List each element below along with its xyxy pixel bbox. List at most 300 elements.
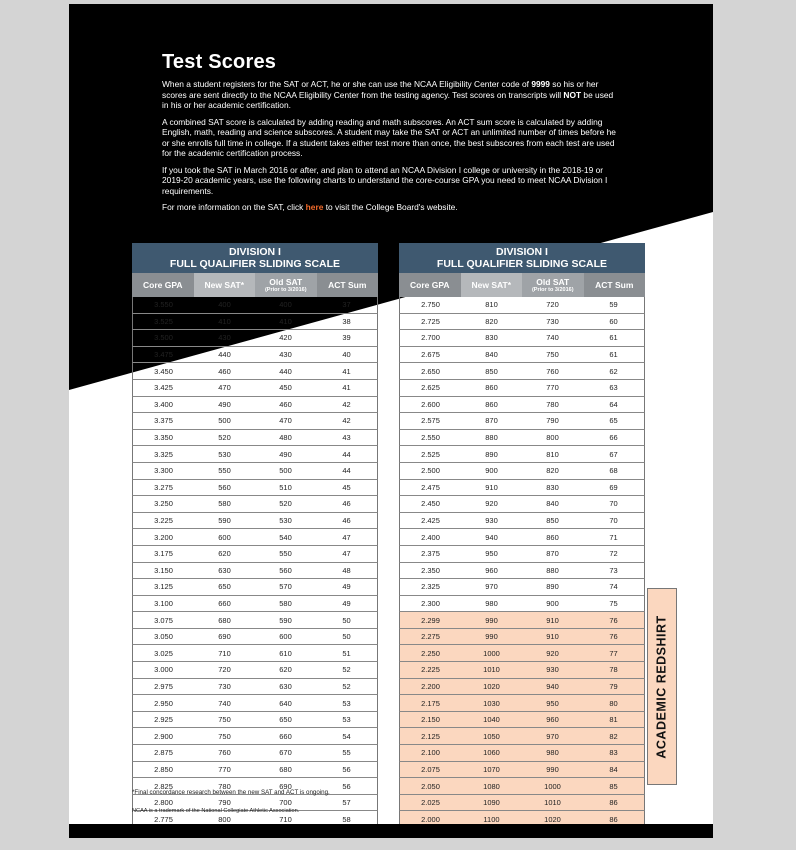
cell-new-sat: 710 <box>218 648 231 658</box>
col-new-sat: New SAT* <box>461 273 523 297</box>
cell-new-sat: 1060 <box>483 748 500 758</box>
table-row <box>132 380 378 397</box>
table-row <box>399 745 645 762</box>
cell-new-sat: 1050 <box>483 731 500 741</box>
cell-act-sum: 49 <box>342 598 351 608</box>
cell-core-gpa: 2.000 <box>421 814 440 824</box>
cell-core-gpa: 2.450 <box>421 499 440 509</box>
cell-act-sum: 47 <box>342 549 351 559</box>
cell-old-sat: 660 <box>279 731 292 741</box>
cell-act-sum: 44 <box>342 449 351 459</box>
cell-new-sat: 840 <box>485 350 498 360</box>
cell-core-gpa: 2.175 <box>421 698 440 708</box>
cell-new-sat: 440 <box>218 350 231 360</box>
table-row <box>132 579 378 596</box>
table-row <box>399 695 645 712</box>
cell-new-sat: 410 <box>218 316 231 326</box>
cell-new-sat: 960 <box>485 565 498 575</box>
cell-core-gpa: 3.150 <box>154 565 173 575</box>
cell-old-sat: 530 <box>279 516 292 526</box>
cell-core-gpa: 3.100 <box>154 598 173 608</box>
cell-core-gpa: 2.225 <box>421 665 440 675</box>
cell-core-gpa: 3.450 <box>154 366 173 376</box>
table-row <box>132 695 378 712</box>
cell-new-sat: 980 <box>485 598 498 608</box>
cell-act-sum: 50 <box>342 632 351 642</box>
table-row <box>399 762 645 779</box>
table-row <box>132 679 378 696</box>
table-body <box>132 297 378 828</box>
table-row <box>399 795 645 812</box>
cell-new-sat: 650 <box>218 582 231 592</box>
cell-new-sat: 520 <box>218 433 231 443</box>
cell-core-gpa: 3.425 <box>154 383 173 393</box>
cell-old-sat: 940 <box>546 681 559 691</box>
cell-new-sat: 1000 <box>483 648 500 658</box>
cell-act-sum: 81 <box>609 715 618 725</box>
cell-new-sat: 810 <box>485 300 498 310</box>
cell-old-sat: 650 <box>279 715 292 725</box>
cell-old-sat: 700 <box>279 798 292 808</box>
cell-act-sum: 61 <box>609 333 618 343</box>
cell-act-sum: 44 <box>342 466 351 476</box>
table-row <box>399 297 645 314</box>
college-board-link[interactable]: here <box>305 202 324 212</box>
cell-old-sat: 960 <box>546 715 559 725</box>
cell-act-sum: 42 <box>342 416 351 426</box>
footer-bar <box>69 824 713 838</box>
cell-core-gpa: 2.425 <box>421 516 440 526</box>
cell-new-sat: 1020 <box>483 681 500 691</box>
cell-core-gpa: 3.550 <box>154 300 173 310</box>
cell-act-sum: 59 <box>609 300 618 310</box>
cell-old-sat: 570 <box>279 582 292 592</box>
cell-core-gpa: 3.175 <box>154 549 173 559</box>
cell-new-sat: 950 <box>485 549 498 559</box>
cell-old-sat: 770 <box>546 383 559 393</box>
cell-new-sat: 910 <box>485 482 498 492</box>
table-row <box>399 529 645 546</box>
cell-new-sat: 460 <box>218 366 231 376</box>
document-page <box>69 4 713 838</box>
cell-new-sat: 830 <box>485 333 498 343</box>
cell-core-gpa: 2.825 <box>154 781 173 791</box>
cell-old-sat: 880 <box>546 565 559 575</box>
cell-new-sat: 770 <box>218 764 231 774</box>
intro-paragraph-3: If you took the SAT in March 2016 or after, and plan to attend an NCAA Division I college or university in the 2018-19 or 2019-20 academic years, use the following charts to understand the core-course GPA you need to meet NCAA Division I requirements. <box>162 164 608 196</box>
cell-new-sat: 550 <box>218 466 231 476</box>
cell-old-sat: 870 <box>546 549 559 559</box>
eligibility-code: 9999 <box>531 79 550 89</box>
cell-new-sat: 430 <box>218 333 231 343</box>
cell-core-gpa: 2.125 <box>421 731 440 741</box>
cell-old-sat: 490 <box>279 449 292 459</box>
cell-act-sum: 54 <box>342 731 351 741</box>
cell-new-sat: 750 <box>218 731 231 741</box>
col-core-gpa: Core GPA <box>132 273 194 297</box>
cell-old-sat: 900 <box>546 598 559 608</box>
cell-core-gpa: 3.375 <box>154 416 173 426</box>
table-row <box>132 297 378 314</box>
cell-new-sat: 920 <box>485 499 498 509</box>
col-act-sum: ACT Sum <box>584 273 646 297</box>
cell-new-sat: 740 <box>218 698 231 708</box>
cell-old-sat: 710 <box>279 814 292 824</box>
cell-act-sum: 84 <box>609 764 618 774</box>
cell-act-sum: 51 <box>342 648 351 658</box>
cell-core-gpa: 2.525 <box>421 449 440 459</box>
table-row <box>399 446 645 463</box>
cell-act-sum: 74 <box>609 582 618 592</box>
table-row <box>399 480 645 497</box>
table-row <box>399 629 645 646</box>
cell-core-gpa: 3.275 <box>154 482 173 492</box>
cell-old-sat: 640 <box>279 698 292 708</box>
cell-old-sat: 970 <box>546 731 559 741</box>
cell-core-gpa: 2.100 <box>421 748 440 758</box>
cell-old-sat: 910 <box>546 632 559 642</box>
intro-paragraph-1: When a student registers for the SAT or ACT, he or she can use the NCAA Eligibility Center code of 9999 so his or her scores are sent directly to the NCAA Eligibility Center from the testing agency. Test scores on transcripts will NOT be used in his or her academic certification. <box>162 79 614 110</box>
cell-old-sat: 910 <box>546 615 559 625</box>
table-row <box>399 728 645 745</box>
cell-new-sat: 1070 <box>483 764 500 774</box>
cell-core-gpa: 3.000 <box>154 665 173 675</box>
cell-core-gpa: 3.350 <box>154 433 173 443</box>
cell-old-sat: 820 <box>546 466 559 476</box>
cell-new-sat: 620 <box>218 549 231 559</box>
cell-new-sat: 860 <box>485 399 498 409</box>
cell-new-sat: 790 <box>218 798 231 808</box>
cell-new-sat: 890 <box>485 449 498 459</box>
cell-new-sat: 850 <box>485 366 498 376</box>
table-row <box>132 629 378 646</box>
cell-act-sum: 58 <box>342 814 351 824</box>
cell-act-sum: 76 <box>609 615 618 625</box>
cell-act-sum: 37 <box>342 300 351 310</box>
table-row <box>132 496 378 513</box>
cell-act-sum: 82 <box>609 731 618 741</box>
cell-old-sat: 1010 <box>544 798 561 808</box>
cell-act-sum: 63 <box>609 383 618 393</box>
cell-old-sat: 400 <box>279 300 292 310</box>
cell-old-sat: 890 <box>546 582 559 592</box>
cell-old-sat: 980 <box>546 748 559 758</box>
cell-core-gpa: 3.125 <box>154 582 173 592</box>
cell-new-sat: 720 <box>218 665 231 675</box>
cell-old-sat: 850 <box>546 516 559 526</box>
page-title: Test Scores <box>162 51 277 73</box>
cell-old-sat: 610 <box>279 648 292 658</box>
table-row <box>399 314 645 331</box>
cell-old-sat: 690 <box>279 781 292 791</box>
cell-core-gpa: 2.800 <box>154 798 173 808</box>
cell-core-gpa: 2.650 <box>421 366 440 376</box>
cell-old-sat: 780 <box>546 399 559 409</box>
table-row <box>132 546 378 563</box>
cell-act-sum: 86 <box>609 814 618 824</box>
cell-core-gpa: 3.300 <box>154 466 173 476</box>
cell-new-sat: 1080 <box>483 781 500 791</box>
cell-new-sat: 750 <box>218 715 231 725</box>
cell-act-sum: 77 <box>609 648 618 658</box>
cell-act-sum: 61 <box>609 350 618 360</box>
table-row <box>399 596 645 613</box>
table-row <box>132 397 378 414</box>
cell-core-gpa: 2.375 <box>421 549 440 559</box>
table-row <box>132 762 378 779</box>
sliding-scale-table-right <box>399 243 645 828</box>
cell-old-sat: 840 <box>546 499 559 509</box>
cell-old-sat: 1020 <box>544 814 561 824</box>
table-row <box>132 446 378 463</box>
cell-core-gpa: 2.250 <box>421 648 440 658</box>
cell-act-sum: 49 <box>342 582 351 592</box>
cell-old-sat: 450 <box>279 383 292 393</box>
emphasis-not: NOT <box>563 89 582 100</box>
cell-core-gpa: 3.050 <box>154 632 173 642</box>
table-row <box>132 480 378 497</box>
table-row <box>399 380 645 397</box>
cell-act-sum: 52 <box>342 665 351 675</box>
cell-new-sat: 780 <box>218 781 231 791</box>
cell-new-sat: 630 <box>218 565 231 575</box>
cell-act-sum: 47 <box>342 532 351 542</box>
column-headers <box>132 273 378 297</box>
cell-new-sat: 820 <box>485 316 498 326</box>
cell-new-sat: 990 <box>485 632 498 642</box>
cell-core-gpa: 2.325 <box>421 582 440 592</box>
cell-old-sat: 810 <box>546 449 559 459</box>
cell-new-sat: 580 <box>218 499 231 509</box>
cell-new-sat: 760 <box>218 748 231 758</box>
cell-old-sat: 510 <box>279 482 292 492</box>
cell-old-sat: 600 <box>279 632 292 642</box>
cell-core-gpa: 2.275 <box>421 632 440 642</box>
cell-act-sum: 83 <box>609 748 618 758</box>
table-row <box>132 728 378 745</box>
cell-act-sum: 56 <box>342 764 351 774</box>
cell-old-sat: 740 <box>546 333 559 343</box>
cell-new-sat: 930 <box>485 516 498 526</box>
cell-new-sat: 490 <box>218 399 231 409</box>
academic-redshirt-label: ACADEMIC REDSHIRT <box>647 588 677 785</box>
cell-old-sat: 920 <box>546 648 559 658</box>
cell-core-gpa: 2.475 <box>421 482 440 492</box>
cell-core-gpa: 2.500 <box>421 466 440 476</box>
cell-old-sat: 590 <box>279 615 292 625</box>
cell-core-gpa: 3.250 <box>154 499 173 509</box>
cell-act-sum: 78 <box>609 665 618 675</box>
table-body <box>399 297 645 828</box>
table-row <box>399 579 645 596</box>
cell-act-sum: 41 <box>342 383 351 393</box>
table-row <box>132 314 378 331</box>
cell-new-sat: 530 <box>218 449 231 459</box>
cell-core-gpa: 2.600 <box>421 399 440 409</box>
cell-act-sum: 69 <box>609 482 618 492</box>
col-old-sat: Old SAT (Prior to 3/2016) <box>522 273 584 297</box>
col-act-sum: ACT Sum <box>317 273 379 297</box>
cell-new-sat: 900 <box>485 466 498 476</box>
table-row <box>132 645 378 662</box>
cell-act-sum: 46 <box>342 516 351 526</box>
cell-act-sum: 42 <box>342 399 351 409</box>
table-row <box>132 347 378 364</box>
cell-old-sat: 680 <box>279 764 292 774</box>
cell-core-gpa: 2.200 <box>421 681 440 691</box>
cell-core-gpa: 2.550 <box>421 433 440 443</box>
footnote: *Final concordance research between the new SAT and ACT is ongoing. <box>132 789 330 796</box>
cell-old-sat: 730 <box>546 316 559 326</box>
cell-act-sum: 66 <box>609 433 618 443</box>
table-row <box>399 330 645 347</box>
cell-act-sum: 39 <box>342 333 351 343</box>
cell-core-gpa: 3.225 <box>154 516 173 526</box>
cell-act-sum: 62 <box>609 366 618 376</box>
cell-old-sat: 410 <box>279 316 292 326</box>
table-row <box>132 513 378 530</box>
cell-act-sum: 70 <box>609 499 618 509</box>
table-row <box>399 397 645 414</box>
cell-old-sat: 830 <box>546 482 559 492</box>
cell-core-gpa: 3.200 <box>154 532 173 542</box>
cell-act-sum: 67 <box>609 449 618 459</box>
cell-act-sum: 79 <box>609 681 618 691</box>
cell-new-sat: 860 <box>485 383 498 393</box>
table-row <box>132 330 378 347</box>
cell-new-sat: 1010 <box>483 665 500 675</box>
cell-core-gpa: 2.675 <box>421 350 440 360</box>
cell-core-gpa: 3.075 <box>154 615 173 625</box>
cell-act-sum: 53 <box>342 715 351 725</box>
table-row <box>399 679 645 696</box>
cell-act-sum: 40 <box>342 350 351 360</box>
cell-act-sum: 68 <box>609 466 618 476</box>
cell-core-gpa: 2.875 <box>154 748 173 758</box>
cell-old-sat: 1000 <box>544 781 561 791</box>
table-row <box>132 712 378 729</box>
cell-core-gpa: 2.950 <box>154 698 173 708</box>
cell-old-sat: 630 <box>279 681 292 691</box>
cell-old-sat: 670 <box>279 748 292 758</box>
table-row <box>399 612 645 629</box>
cell-new-sat: 660 <box>218 598 231 608</box>
cell-old-sat: 460 <box>279 399 292 409</box>
table-row <box>399 347 645 364</box>
cell-core-gpa: 2.150 <box>421 715 440 725</box>
cell-core-gpa: 3.500 <box>154 333 173 343</box>
column-headers <box>399 273 645 297</box>
cell-old-sat: 440 <box>279 366 292 376</box>
cell-old-sat: 500 <box>279 466 292 476</box>
table-row <box>132 563 378 580</box>
col-core-gpa: Core GPA <box>399 273 461 297</box>
cell-act-sum: 45 <box>342 482 351 492</box>
table-row <box>132 596 378 613</box>
intro-paragraph-2: A combined SAT score is calculated by adding reading and math subscores. An ACT sum score is calculated by adding English, math, reading and science subscores. A student may take the SAT or ACT an unlimited number of times before he or she enrolls full time in college. If a student takes either test more than once, the best subscores from each test are used for the academic certification process. <box>162 116 616 158</box>
cell-core-gpa: 2.700 <box>421 333 440 343</box>
cell-act-sum: 65 <box>609 416 618 426</box>
cell-act-sum: 72 <box>609 549 618 559</box>
cell-act-sum: 76 <box>609 632 618 642</box>
table-row <box>399 712 645 729</box>
cell-old-sat: 430 <box>279 350 292 360</box>
cell-core-gpa: 3.325 <box>154 449 173 459</box>
cell-core-gpa: 3.025 <box>154 648 173 658</box>
cell-new-sat: 970 <box>485 582 498 592</box>
cell-old-sat: 860 <box>546 532 559 542</box>
cell-old-sat: 720 <box>546 300 559 310</box>
col-old-sat: Old SAT (Prior to 3/2016) <box>255 273 317 297</box>
cell-new-sat: 1030 <box>483 698 500 708</box>
cell-old-sat: 790 <box>546 416 559 426</box>
cell-core-gpa: 3.475 <box>154 350 173 360</box>
cell-new-sat: 680 <box>218 615 231 625</box>
cell-old-sat: 470 <box>279 416 292 426</box>
cell-act-sum: 55 <box>342 748 351 758</box>
table-row <box>132 662 378 679</box>
cell-core-gpa: 2.400 <box>421 532 440 542</box>
cell-new-sat: 800 <box>218 814 231 824</box>
cell-old-sat: 800 <box>546 433 559 443</box>
table-row <box>399 563 645 580</box>
cell-act-sum: 60 <box>609 316 618 326</box>
cell-new-sat: 1040 <box>483 715 500 725</box>
cell-new-sat: 500 <box>218 416 231 426</box>
cell-old-sat: 560 <box>279 565 292 575</box>
cell-old-sat: 540 <box>279 532 292 542</box>
cell-new-sat: 560 <box>218 482 231 492</box>
cell-act-sum: 43 <box>342 433 351 443</box>
cell-core-gpa: 2.775 <box>154 814 173 824</box>
cell-old-sat: 760 <box>546 366 559 376</box>
cell-core-gpa: 3.525 <box>154 316 173 326</box>
cell-act-sum: 46 <box>342 499 351 509</box>
cell-old-sat: 520 <box>279 499 292 509</box>
cell-core-gpa: 2.300 <box>421 598 440 608</box>
cell-new-sat: 880 <box>485 433 498 443</box>
table-row <box>399 430 645 447</box>
cell-core-gpa: 2.299 <box>421 615 440 625</box>
col-new-sat: New SAT* <box>194 273 256 297</box>
cell-new-sat: 1100 <box>483 814 500 824</box>
cell-core-gpa: 2.025 <box>421 798 440 808</box>
cell-core-gpa: 2.075 <box>421 764 440 774</box>
cell-new-sat: 590 <box>218 516 231 526</box>
cell-act-sum: 50 <box>342 615 351 625</box>
cell-act-sum: 48 <box>342 565 351 575</box>
intro-paragraph-4: For more information on the SAT, click here to visit the College Board's website. <box>162 202 458 212</box>
cell-new-sat: 600 <box>218 532 231 542</box>
cell-act-sum: 38 <box>342 316 351 326</box>
table-title: DIVISION I FULL QUALIFIER SLIDING SCALE <box>132 243 378 273</box>
cell-new-sat: 990 <box>485 615 498 625</box>
cell-act-sum: 41 <box>342 366 351 376</box>
cell-new-sat: 730 <box>218 681 231 691</box>
cell-old-sat: 480 <box>279 433 292 443</box>
trademark-note: NCAA is a trademark of the National Collegiate Athletic Association. <box>132 808 300 814</box>
cell-new-sat: 400 <box>218 300 231 310</box>
cell-act-sum: 64 <box>609 399 618 409</box>
cell-core-gpa: 2.850 <box>154 764 173 774</box>
cell-act-sum: 53 <box>342 698 351 708</box>
table-row <box>399 513 645 530</box>
cell-core-gpa: 2.050 <box>421 781 440 791</box>
table-row <box>399 778 645 795</box>
cell-old-sat: 750 <box>546 350 559 360</box>
cell-core-gpa: 2.625 <box>421 383 440 393</box>
cell-act-sum: 75 <box>609 598 618 608</box>
